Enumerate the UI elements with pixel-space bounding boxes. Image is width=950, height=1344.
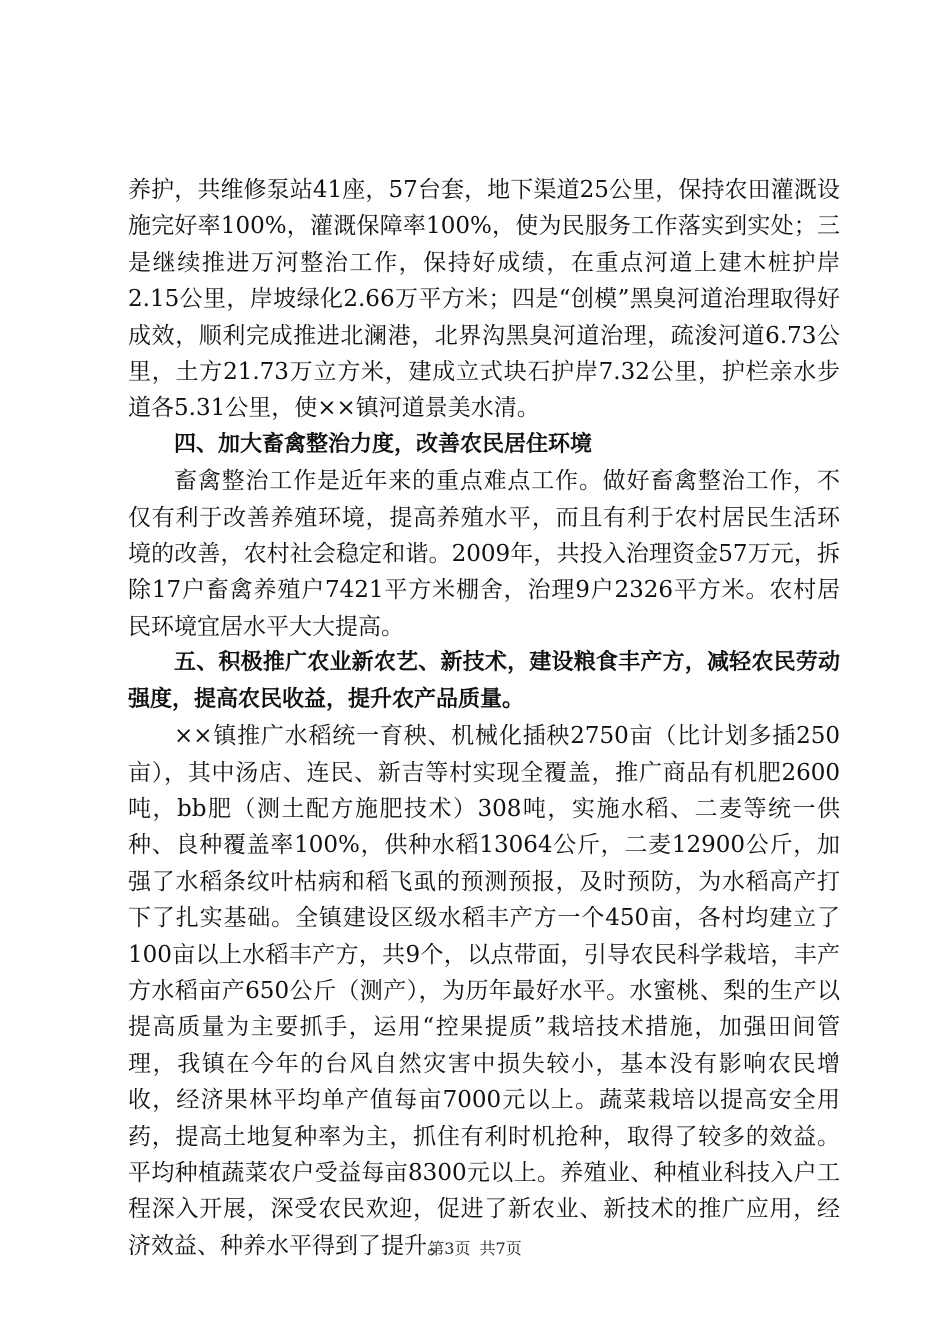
paragraph-continuation: 养护，共维修泵站41座，57台套，地下渠道25公里，保持农田灌溉设施完好率100%，灌溉保障率100%，使为民服务工作落实到实处；三是继续推进万河整治工作，保持好成绩，在重点河道上建木桩护岸2.15公里，岸坡绿化2.66万平方米；四是“创模”黑臭河道治理取得好成效，顺利完成推进北澜港，北界沟黑臭河道治理，疏浚河道6.73公里，土方21.73万立方米，建成立式块石护岸7.32公里，护栏亲水步道各5.31公里，使××镇河道景美水清。 [128, 177, 840, 422]
section-heading-4: 四、加大畜禽整治力度，改善农民居住环境 [174, 431, 593, 457]
paragraph-livestock: 畜禽整治工作是近年来的重点难点工作。做好畜禽整治工作，不仅有利于改善养殖环境，提高养殖水平，而且有利于农村居民生活环境的改善，农村社会稳定和谐。2009年，共投入治理资金57万元，拆除17户畜禽养殖户7421平方米棚舍，治理9户2326平方米。农村居民环境宜居水平大大提高。 [128, 468, 840, 640]
paragraph-agriculture: ××镇推广水稻统一育秧、机械化插秧2750亩（比计划多插250亩），其中汤店、连民、新吉等村实现全覆盖，推广商品有机肥2600吨，bb肥（测土配方施肥技术）308吨，实施水稻、二麦等统一供种、良种覆盖率100%，供种水稻13064公斤，二麦12900公斤，加强了水稻条纹叶枯病和稻飞虱的预测预报，及时预防，为水稻高产打下了扎实基础。全镇建设区级水稻丰产方一个450亩，各村均建立了100亩以上水稻丰产方，共9个，以点带面，引导农民科学栽培，丰产方水稻亩产650公斤（测产），为历年最好水平。水蜜桃、梨的生产以提高质量为主要抓手，运用“控果提质”栽培技术措施，加强田间管理，我镇在今年的台风自然灾害中损失较小，基本没有影响农民增收，经济果林平均单产值每亩7000元以上。蔬菜栽培以提高安全用药，提高土地复种率为主，抓住有利时机抢种，取得了较多的效益。平均种植蔬菜农户受益每亩8300元以上。养殖业、种植业科技入户工程深入开展，深受农民欢迎，促进了新农业、新技术的推广应用，经济效益、种养水平得到了提升。 [128, 723, 840, 1259]
section-heading-5: 五、积极推广农业新农艺、新技术，建设粮食丰产方，减轻农民劳动强度，提高农民收益，提升农产品质量。 [128, 650, 840, 712]
document-body [128, 172, 840, 1264]
page-footer: 第3页 共7页 [428, 1239, 522, 1258]
